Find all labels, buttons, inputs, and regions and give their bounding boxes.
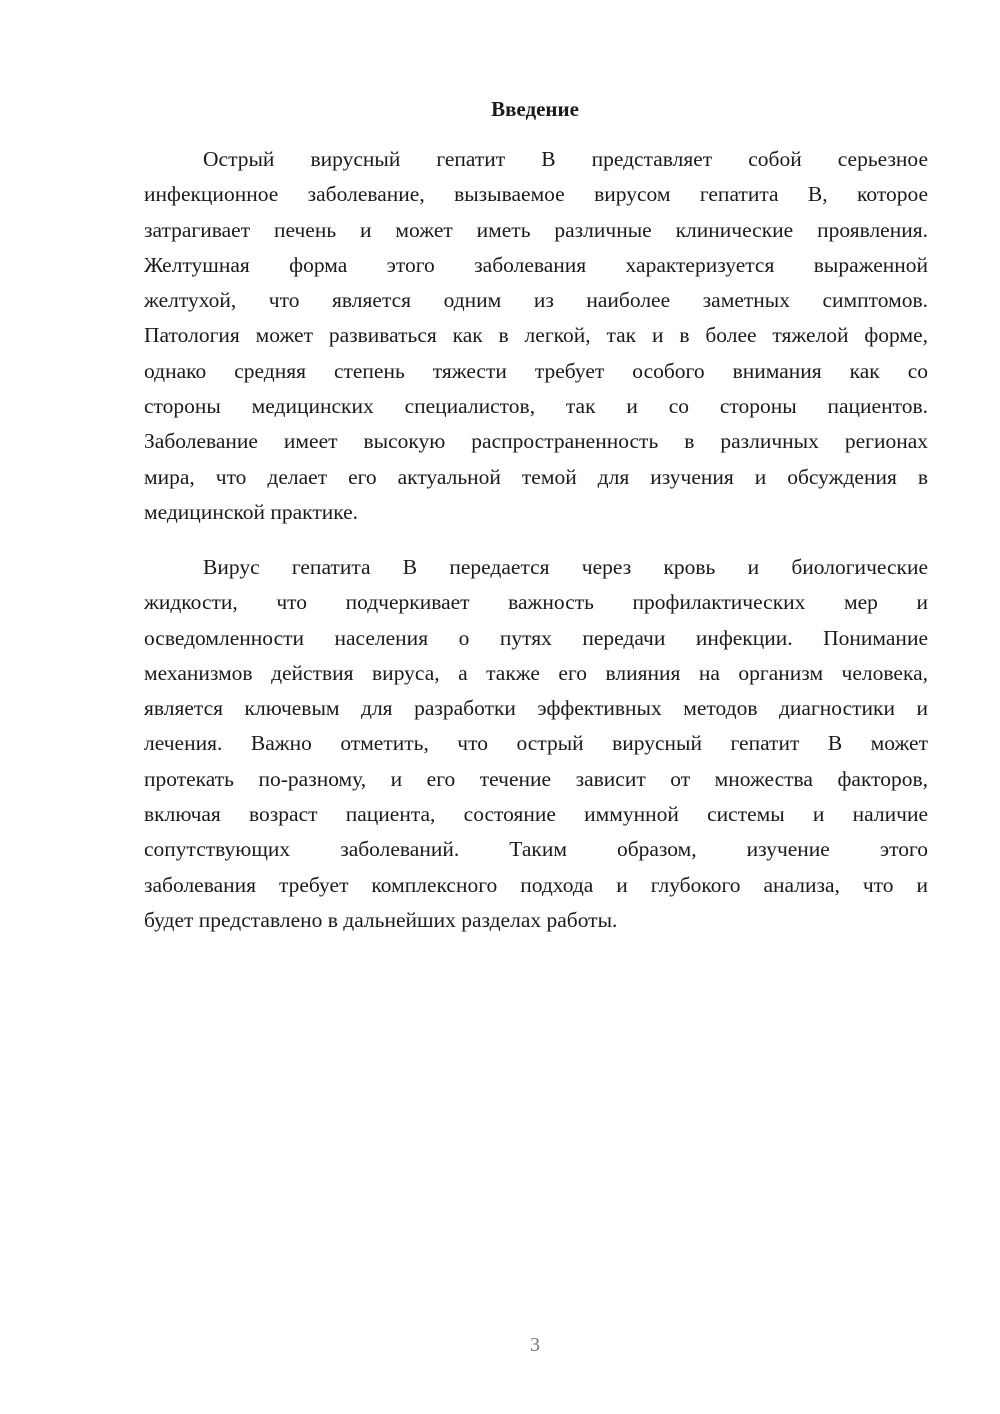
section-title: Введение [491,97,579,121]
text-line: включая возраст пациента, состояние иммунной системы и наличие [144,802,928,827]
text-line: мира, что делает его актуальной темой для изучения и обсуждения в [144,464,928,489]
text-line: механизмов действия вируса, а также его влияния на организм человека, [144,660,928,685]
text-line: сопутствующих заболеваний. Таким образом, изучение этого [144,837,928,862]
text-line: стороны медицинских специалистов, так и со стороны пациентов. [144,394,928,419]
text-line: медицинской практике. [144,499,359,524]
paragraph-1 [144,142,928,530]
text-line: протекать по-разному, и его течение зависит от множества факторов, [144,766,928,791]
text-line: Заболевание имеет высокую распространенность в различных регионах [144,429,928,454]
text-line: затрагивает печень и может иметь различные клинические проявления. [144,217,928,242]
paragraph-2 [144,550,928,938]
text-line: Острый вирусный гепатит В представляет собой серьезное [203,147,928,171]
text-line: заболевания требует комплексного подхода и глубокого анализа, что и [144,872,928,897]
text-line: осведомленности населения о путях передачи инфекции. Понимание [144,625,928,650]
text-line: жидкости, что подчеркивает важность профилактических мер и [144,590,928,615]
text-line: лечения. Важно отметить, что острый вирусный гепатит В может [144,731,928,756]
text-line: Вирус гепатита В передается через кровь и биологические [203,555,928,579]
text-line: желтухой, что является одним из наиболее заметных симптомов. [144,288,928,313]
text-line: Патология может развиваться как в легкой, так и в более тяжелой форме, [144,323,928,348]
page-number: 3 [530,1334,540,1356]
text-line: инфекционное заболевание, вызываемое вирусом гепатита В, которое [144,182,928,207]
text-line: однако средняя степень тяжести требует особого внимания как со [144,358,928,383]
text-line: Желтушная форма этого заболевания характеризуется выраженной [144,252,928,277]
text-line: является ключевым для разработки эффективных методов диагностики и [144,696,928,721]
text-line: будет представлено в дальнейших разделах работы. [144,907,618,932]
